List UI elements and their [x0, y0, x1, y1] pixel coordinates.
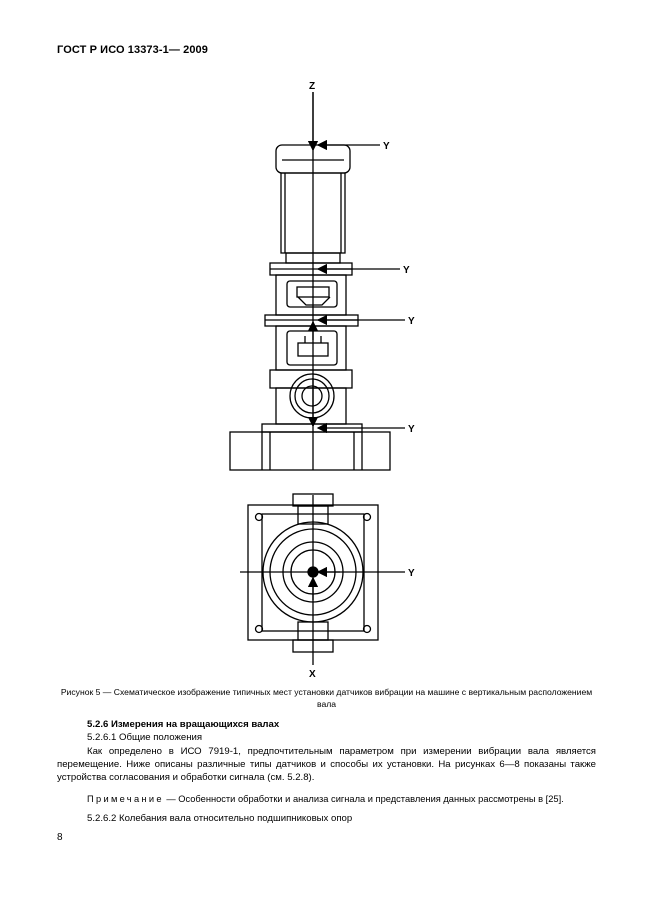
- axis-label-x: X: [309, 669, 316, 680]
- document-header: ГОСТ Р ИСО 13373-1— 2009: [57, 44, 208, 56]
- note: [87, 794, 564, 804]
- machine-base: [230, 432, 390, 470]
- section-title: 5.2.6 Измерения на вращающихся валах: [87, 719, 280, 730]
- axis-label-y-3: Y: [408, 316, 415, 327]
- note-text: — Особенности обработки и анализа сигнала и представления данных рассмотрены в [25].: [163, 794, 564, 804]
- axis-label-z: Z: [309, 81, 316, 92]
- subsection-heading-2: 5.2.6.2 Колебания вала относительно подшипниковых опор: [87, 813, 353, 824]
- axis-label-y-5: Y: [408, 568, 415, 579]
- pump-nozzle: [290, 374, 334, 418]
- axis-label-y-4: Y: [408, 424, 415, 435]
- figure-caption: Рисунок 5 — Схематическое изображение типичных мест установки датчиков вибрации на машине с вертикальным расположением вала: [60, 687, 593, 709]
- page-number: 8: [57, 832, 63, 843]
- subsection-heading-1: 5.2.6.1 Общие положения: [87, 732, 203, 743]
- axis-label-y-1: Y: [383, 141, 390, 152]
- note-label: Примечание: [87, 794, 164, 804]
- axis-label-y-2: Y: [403, 265, 410, 276]
- body-paragraph: Как определено в ИСО 7919-1, предпочтительным параметром при измерении вибрации вала является перемещение. Ниже описаны различные типы датчиков и способы их установки. На рисунках 6—8 показаны также устройства согласования и обработки сигнала (см. 5.2.8).: [57, 746, 596, 783]
